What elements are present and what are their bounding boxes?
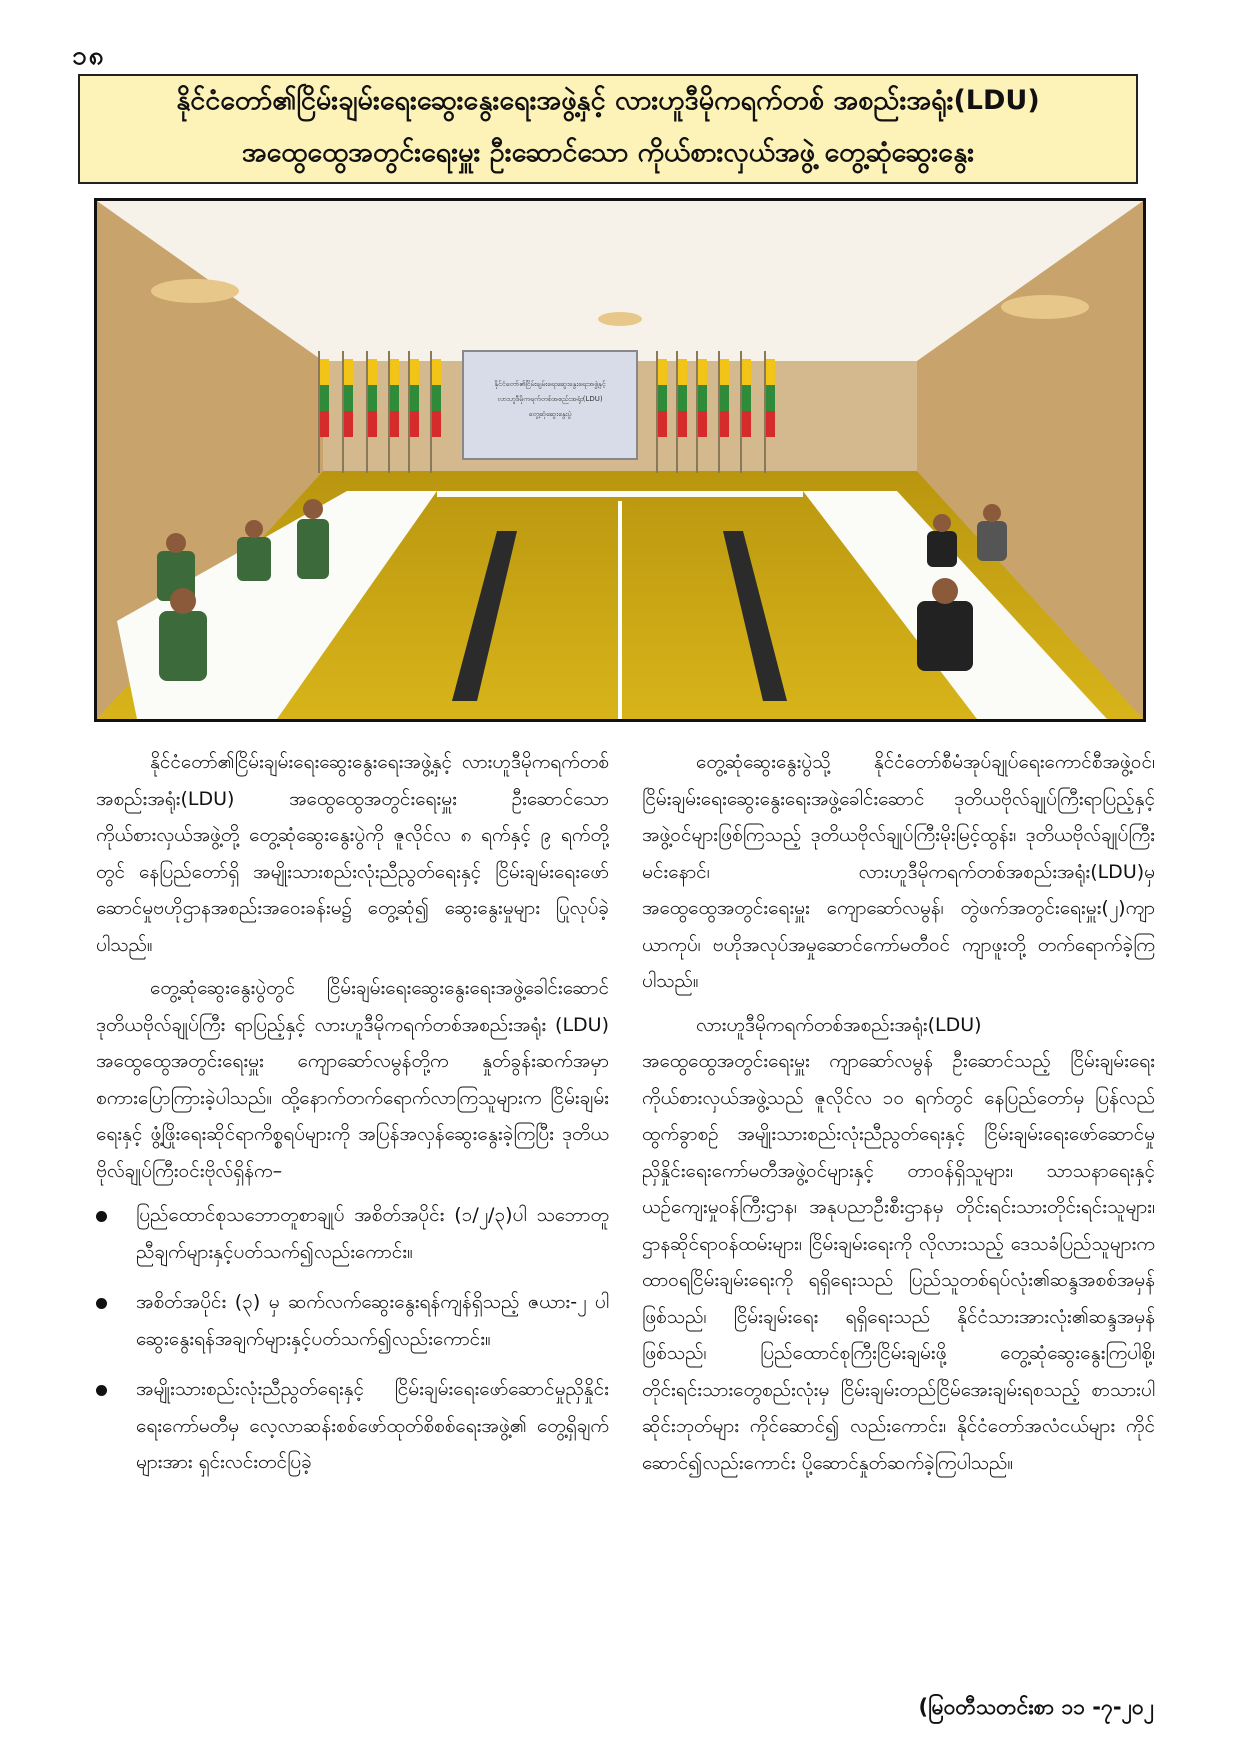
flag-stripe	[742, 359, 751, 385]
flag-stripe	[720, 359, 729, 385]
right-column	[642, 744, 1155, 1488]
flag-stripe	[368, 359, 377, 385]
paragraph: လားဟူဒီမိုကရက်တစ်အစည်းအရုံး(LDU) အထွေထွေအတွင်းရေးမှူး ကျာဆော်လမွန် ဦးဆောင်သည့် ငြိမ်းချမ်းရေးကိုယ်စားလှယ်အဖွဲ့သည် ဇူလိုင်လ ၁၀ ရက်တွင် နေပြည်တော်မှ ပြန်လည်ထွက်ခွာစဉ် အမျိုးသားစည်းလုံးညီညွတ်ရေးနှင့် ငြိမ်းချမ်းရေးဖော်ဆောင်မှုညှိနှိုင်းရေးကော်မတီအဖွဲ့ဝင်များနှင့် တာဝန်ရှိသူများ၊ သာသနာရေးနှင့် ယဉ်ကျေးမှုဝန်ကြီးဌာန၊ အနုပညာဦးစီးဌာနမှ တိုင်းရင်းသားတိုင်းရင်းသူများ၊ ဌာနဆိုင်ရာဝန်ထမ်းများ၊ ငြိမ်းချမ်းရေးကို လိုလားသည့် ဒေသခံပြည်သူများက ထာဝရငြိမ်းချမ်းရေးကို ရရှိရေးသည် ပြည်သူတစ်ရပ်လုံး၏ဆန္ဒအစစ်အမှန်ဖြစ်သည်၊ ငြိမ်းချမ်းရေး ရရှိရေးသည် နိုင်ငံသားအားလုံး၏ဆန္ဒအမှန်ဖြစ်သည်၊ ပြည်ထောင်စုကြီးငြိမ်းချမ်းဖို့ တွေ့ဆုံဆွေးနွေးကြပါစို့၊ တိုင်းရင်းသားတွေစည်းလုံးမှ ငြိမ်းချမ်းတည်ငြိမ်အေးချမ်းရစသည့် စာသားပါဆိုင်းဘုတ်များ ကိုင်ဆောင်၍ လည်းကောင်း၊ နိုင်ငံတော်အလံငယ်များ ကိုင်ဆောင်၍လည်းကောင်း ပို့ဆောင်နှုတ်ဆက်ခဲ့ကြပါသည်။	[642, 1013, 1155, 1474]
ceiling-lamp-center	[598, 312, 642, 326]
bullet-list	[96, 1197, 609, 1481]
flag-stripe	[344, 411, 353, 437]
meeting-room-illustration	[97, 201, 1143, 719]
left-column	[96, 744, 609, 1495]
flag-stripe	[766, 359, 775, 385]
flag-stripe	[678, 385, 687, 411]
flag-stripe	[432, 385, 441, 411]
flag-stripe	[320, 359, 329, 385]
headline-line-1: နိုင်ငံတော်၏ငြိမ်းချမ်းရေးဆွေးနွေးရေးအဖွဲ့နှင့် လားဟူဒီမိုကရက်တစ် အစည်းအရုံး(LDU)	[176, 85, 1040, 116]
flag-stripe	[432, 411, 441, 437]
flag-stripe	[698, 359, 707, 385]
flag-stripe	[678, 411, 687, 437]
flag-stripe	[320, 385, 329, 411]
flag-stripe	[742, 411, 751, 437]
flag-stripe	[390, 411, 399, 437]
source-citation: (မြဝတီသတင်းစာ ၁၁ -၇-၂၀၂	[918, 1695, 1154, 1719]
screen-text-2: လားဟူဒီမိုကရက်တစ်အစည်းအရုံး(LDU)	[497, 395, 603, 403]
flag-stripe	[678, 359, 687, 385]
flag-stripe	[658, 385, 667, 411]
flag-stripe	[390, 385, 399, 411]
bullet-item: အမျိုးသားစည်းလုံးညီညွတ်ရေးနှင့် ငြိမ်းချမ်းရေးဖော်ဆောင်မှုညှိနှိုင်းရေးကော်မတီမှ လေ့လာဆန်းစစ်ဖော်ထုတ်စိစစ်ရေးအဖွဲ့၏ တွေ့ရှိချက်များအား ရှင်းလင်းတင်ပြခဲ့	[96, 1371, 609, 1481]
bullet-item: ပြည်ထောင်စုသဘောတူစာချုပ် အစိတ်အပိုင်း (၁/၂/၃)ပါ သဘောတူညီချက်များနှင့်ပတ်သက်၍လည်းကောင်း။	[96, 1197, 609, 1270]
ceiling-lamp-right	[1001, 295, 1089, 319]
flag-stripe	[720, 411, 729, 437]
flag-stripe	[368, 411, 377, 437]
page-number: ၁၈	[72, 41, 106, 71]
flag-stripe	[698, 411, 707, 437]
flag-stripe	[658, 359, 667, 385]
screen-text-1: နိုင်ငံတော်၏ငြိမ်းချမ်းရေးဆွေးနွေးရေးအဖွဲ့နှင့်	[494, 380, 606, 388]
flag-stripe	[410, 411, 419, 437]
flag-stripe	[698, 385, 707, 411]
headline-line-2: အထွေထွေအတွင်းရေးမှူး ဦးဆောင်သော ကိုယ်စားလှယ်အဖွဲ့ တွေ့ဆုံဆွေးနွေး	[241, 137, 975, 168]
flag-stripe	[410, 359, 419, 385]
paragraph: နိုင်ငံတော်၏ငြိမ်းချမ်းရေးဆွေးနွေးရေးအဖွဲ့နှင့် လားဟူဒီမိုကရက်တစ်အစည်းအရုံး(LDU) အထွေထွေအတွင်းရေးမှူး ဦးဆောင်သော ကိုယ်စားလှယ်အဖွဲ့တို့ တွေ့ဆုံဆွေးနွေးပွဲကို ဇူလိုင်လ ၈ ရက်နှင့် ၉ ရက်တို့တွင် နေပြည်တော်ရှိ အမျိုးသားစည်းလုံးညီညွတ်ရေးနှင့် ငြိမ်းချမ်းရေးဖော်ဆောင်မှုဗဟိုဌာနအစည်းအဝေးခန်းမ၌ တွေ့ဆုံ၍ ဆွေးနွေးမှုများ ပြုလုပ်ခဲ့ပါသည်။	[96, 751, 609, 956]
flag-stripe	[766, 385, 775, 411]
flag-stripe	[720, 385, 729, 411]
screen-text-3: တွေ့ဆုံဆွေးနွေးပွဲ	[528, 410, 572, 418]
flag-stripe	[742, 385, 751, 411]
flag-stripe	[766, 411, 775, 437]
projection-screen	[463, 351, 637, 459]
flag-stripe	[410, 385, 419, 411]
ceiling-lamp-left	[151, 279, 239, 303]
paragraph: တွေ့ဆုံဆွေးနွေးပွဲတွင် ငြိမ်းချမ်းရေးဆွေးနွေးရေးအဖွဲ့ခေါင်းဆောင် ဒုတိယဗိုလ်ချုပ်ကြီး ရာပြည့်နှင့် လားဟူဒီမိုကရက်တစ်အစည်းအရုံး (LDU) အထွေထွေအတွင်းရေးမှူး ကျောဆော်လမွန်တို့က နှုတ်ခွန်းဆက်အမှာစကားပြောကြားခဲ့ပါသည်။ ထို့နောက်တက်ရောက်လာကြသူများက ငြိမ်းချမ်းရေးနှင့် ဖွံ့ဖြိုးရေးဆိုင်ရာကိစ္စရပ်များကို အပြန်အလှန်ဆွေးနွေးခဲ့ကြပြီး ဒုတိယဗိုလ်ချုပ်ကြီးဝင်းဗိုလ်ရှိန်က–	[96, 977, 609, 1182]
flag-stripe	[432, 359, 441, 385]
headline-box	[78, 74, 1138, 184]
bullet-item: အစိတ်အပိုင်း (၃) မှ ဆက်လက်ဆွေးနွေးရန်ကျန်ရှိသည့် ဇယား-၂ ပါ ဆွေးနွေးရန်အချက်များနှင့်ပတ်သက်၍လည်းကောင်း။	[96, 1284, 609, 1357]
flag-stripe	[320, 411, 329, 437]
table-back	[437, 491, 803, 497]
flag-stripe	[390, 359, 399, 385]
flag-stripe	[658, 411, 667, 437]
paragraph: တွေ့ဆုံဆွေးနွေးပွဲသို့ နိုင်ငံတော်စီမံအုပ်ချုပ်ရေးကောင်စီအဖွဲ့ဝင်၊ ငြိမ်းချမ်းရေးဆွေးနွေးရေးအဖွဲ့ခေါင်းဆောင် ဒုတိယဗိုလ်ချုပ်ကြီးရာပြည့်နှင့် အဖွဲ့ဝင်များဖြစ်ကြသည့် ဒုတိယဗိုလ်ချုပ်ကြီးမိုးမြင့်ထွန်း၊ ဒုတိယဗိုလ်ချုပ်ကြီးမင်းနောင်၊ လားဟူဒီမိုကရက်တစ်အစည်းအရုံး(LDU)မှ အထွေထွေအတွင်းရေးမှူး ကျောဆော်လမွန်၊ တွဲဖက်အတွင်းရေးမှူး(၂)ကျာယာကုပ်၊ ဗဟိုအလုပ်အမှုဆောင်ကော်မတီဝင် ကျာဖူးတို့ တက်ရောက်ခဲ့ကြပါသည်။	[642, 751, 1155, 992]
meeting-photo	[94, 198, 1146, 722]
flag-stripe	[368, 385, 377, 411]
flag-stripe	[344, 385, 353, 411]
flag-stripe	[344, 359, 353, 385]
